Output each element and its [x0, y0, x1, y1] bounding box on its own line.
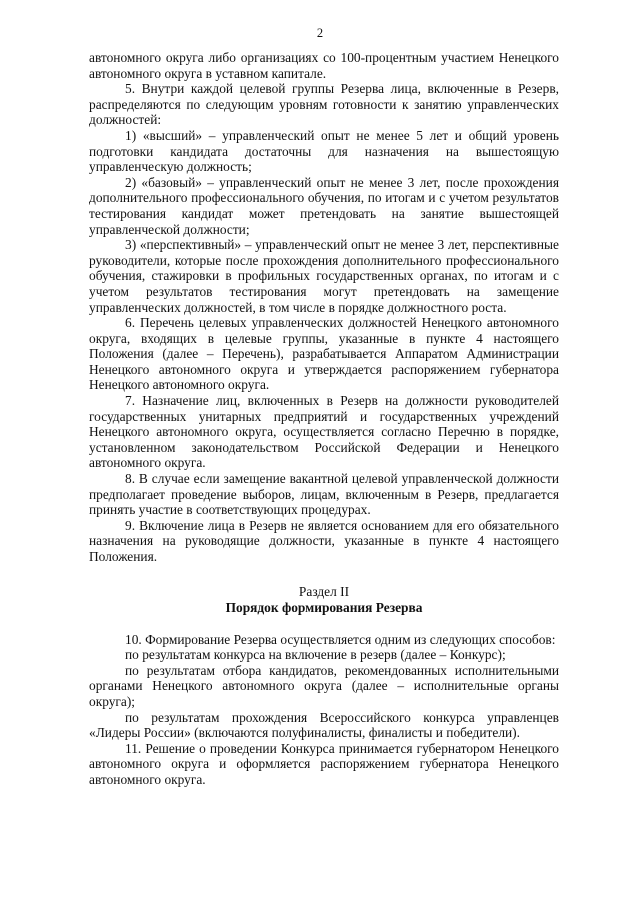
list-item: 2) «базовый» – управленческий опыт не менее 3 лет, после прохождения дополнительного профессионального обучения, по итогам и с учетом результатов тестирования кандидат может претендовать на занятие вышестоящей управленческой должности;: [89, 174, 559, 237]
list-item: по результатам отбора кандидатов, рекомендованных исполнительными органами Ненецкого автономного округа (далее – исполнительные органы округа);: [89, 662, 559, 709]
paragraph: 7. Назначение лиц, включенных в Резерв на должности руководителей государственных унитарных предприятий и государственных учреждений Ненецкого автономного округа, осуществляется согласно Перечню в порядке, установленном законодательством Российской Федерации и Ненецкого автономного округа.: [89, 393, 559, 471]
list-item: по результатам прохождения Всероссийского конкурса управленцев «Лидеры России» (включаются полуфиналисты, финалисты и победители).: [89, 709, 559, 741]
list-item: 3) «перспективный» – управленческий опыт не менее 3 лет, перспективные руководители, которые после прохождения дополнительного профессионального обучения, стажировки в профильных государственных органах, по итогам и с учетом результатов тестирования могут претендовать на замещение управленческих должностей, в том числе в порядке должностного роста.: [89, 237, 559, 315]
paragraph: 8. В случае если замещение вакантной целевой управленческой должности предполагает проведение выборов, лицам, включенным в Резерв, предлагается принять участие в соответствующих процедурах.: [89, 471, 559, 518]
paragraph: 9. Включение лица в Резерв не является основанием для его обязательного назначения на руководящие должности, указанные в пункте 4 настоящего Положения.: [89, 517, 559, 564]
page-number: 2: [316, 26, 324, 40]
list-item: 1) «высший» – управленческий опыт не менее 5 лет и общий уровень подготовки кандидата достаточны для назначения на вышестоящую управленческую должность;: [89, 127, 559, 175]
paragraph: 5. Внутри каждой целевой группы Резерва лица, включенные в Резерв, распределяются по следующим уровням готовности к занятию управленческих должностей:: [89, 81, 559, 128]
section-title: Порядок формирования Резерва: [225, 599, 423, 615]
list-item: по результатам конкурса на включение в резерв (далее – Конкурс);: [125, 647, 506, 663]
document-body: [89, 50, 559, 788]
paragraph: автономного округа либо организациях со 100-процентным участием Ненецкого автономного округа в уставном капитале.: [89, 50, 559, 81]
paragraph: 6. Перечень целевых управленческих должностей Ненецкого автономного округа, входящих в целевые группы, указанные в пункте 4 настоящего Положения (далее – Перечень), разрабатывается Аппаратом Администрации Ненецкого автономного округа и утверждается распоряжением губернатора Ненецкого автономного округа.: [89, 315, 559, 393]
section-label: Раздел II: [298, 583, 350, 599]
paragraph: 11. Решение о проведении Конкурса принимается губернатором Ненецкого автономного округа и оформляется распоряжением губернатора Ненецкого автономного округа.: [89, 740, 559, 787]
paragraph: 10. Формирование Резерва осуществляется одним из следующих способов:: [125, 631, 556, 647]
